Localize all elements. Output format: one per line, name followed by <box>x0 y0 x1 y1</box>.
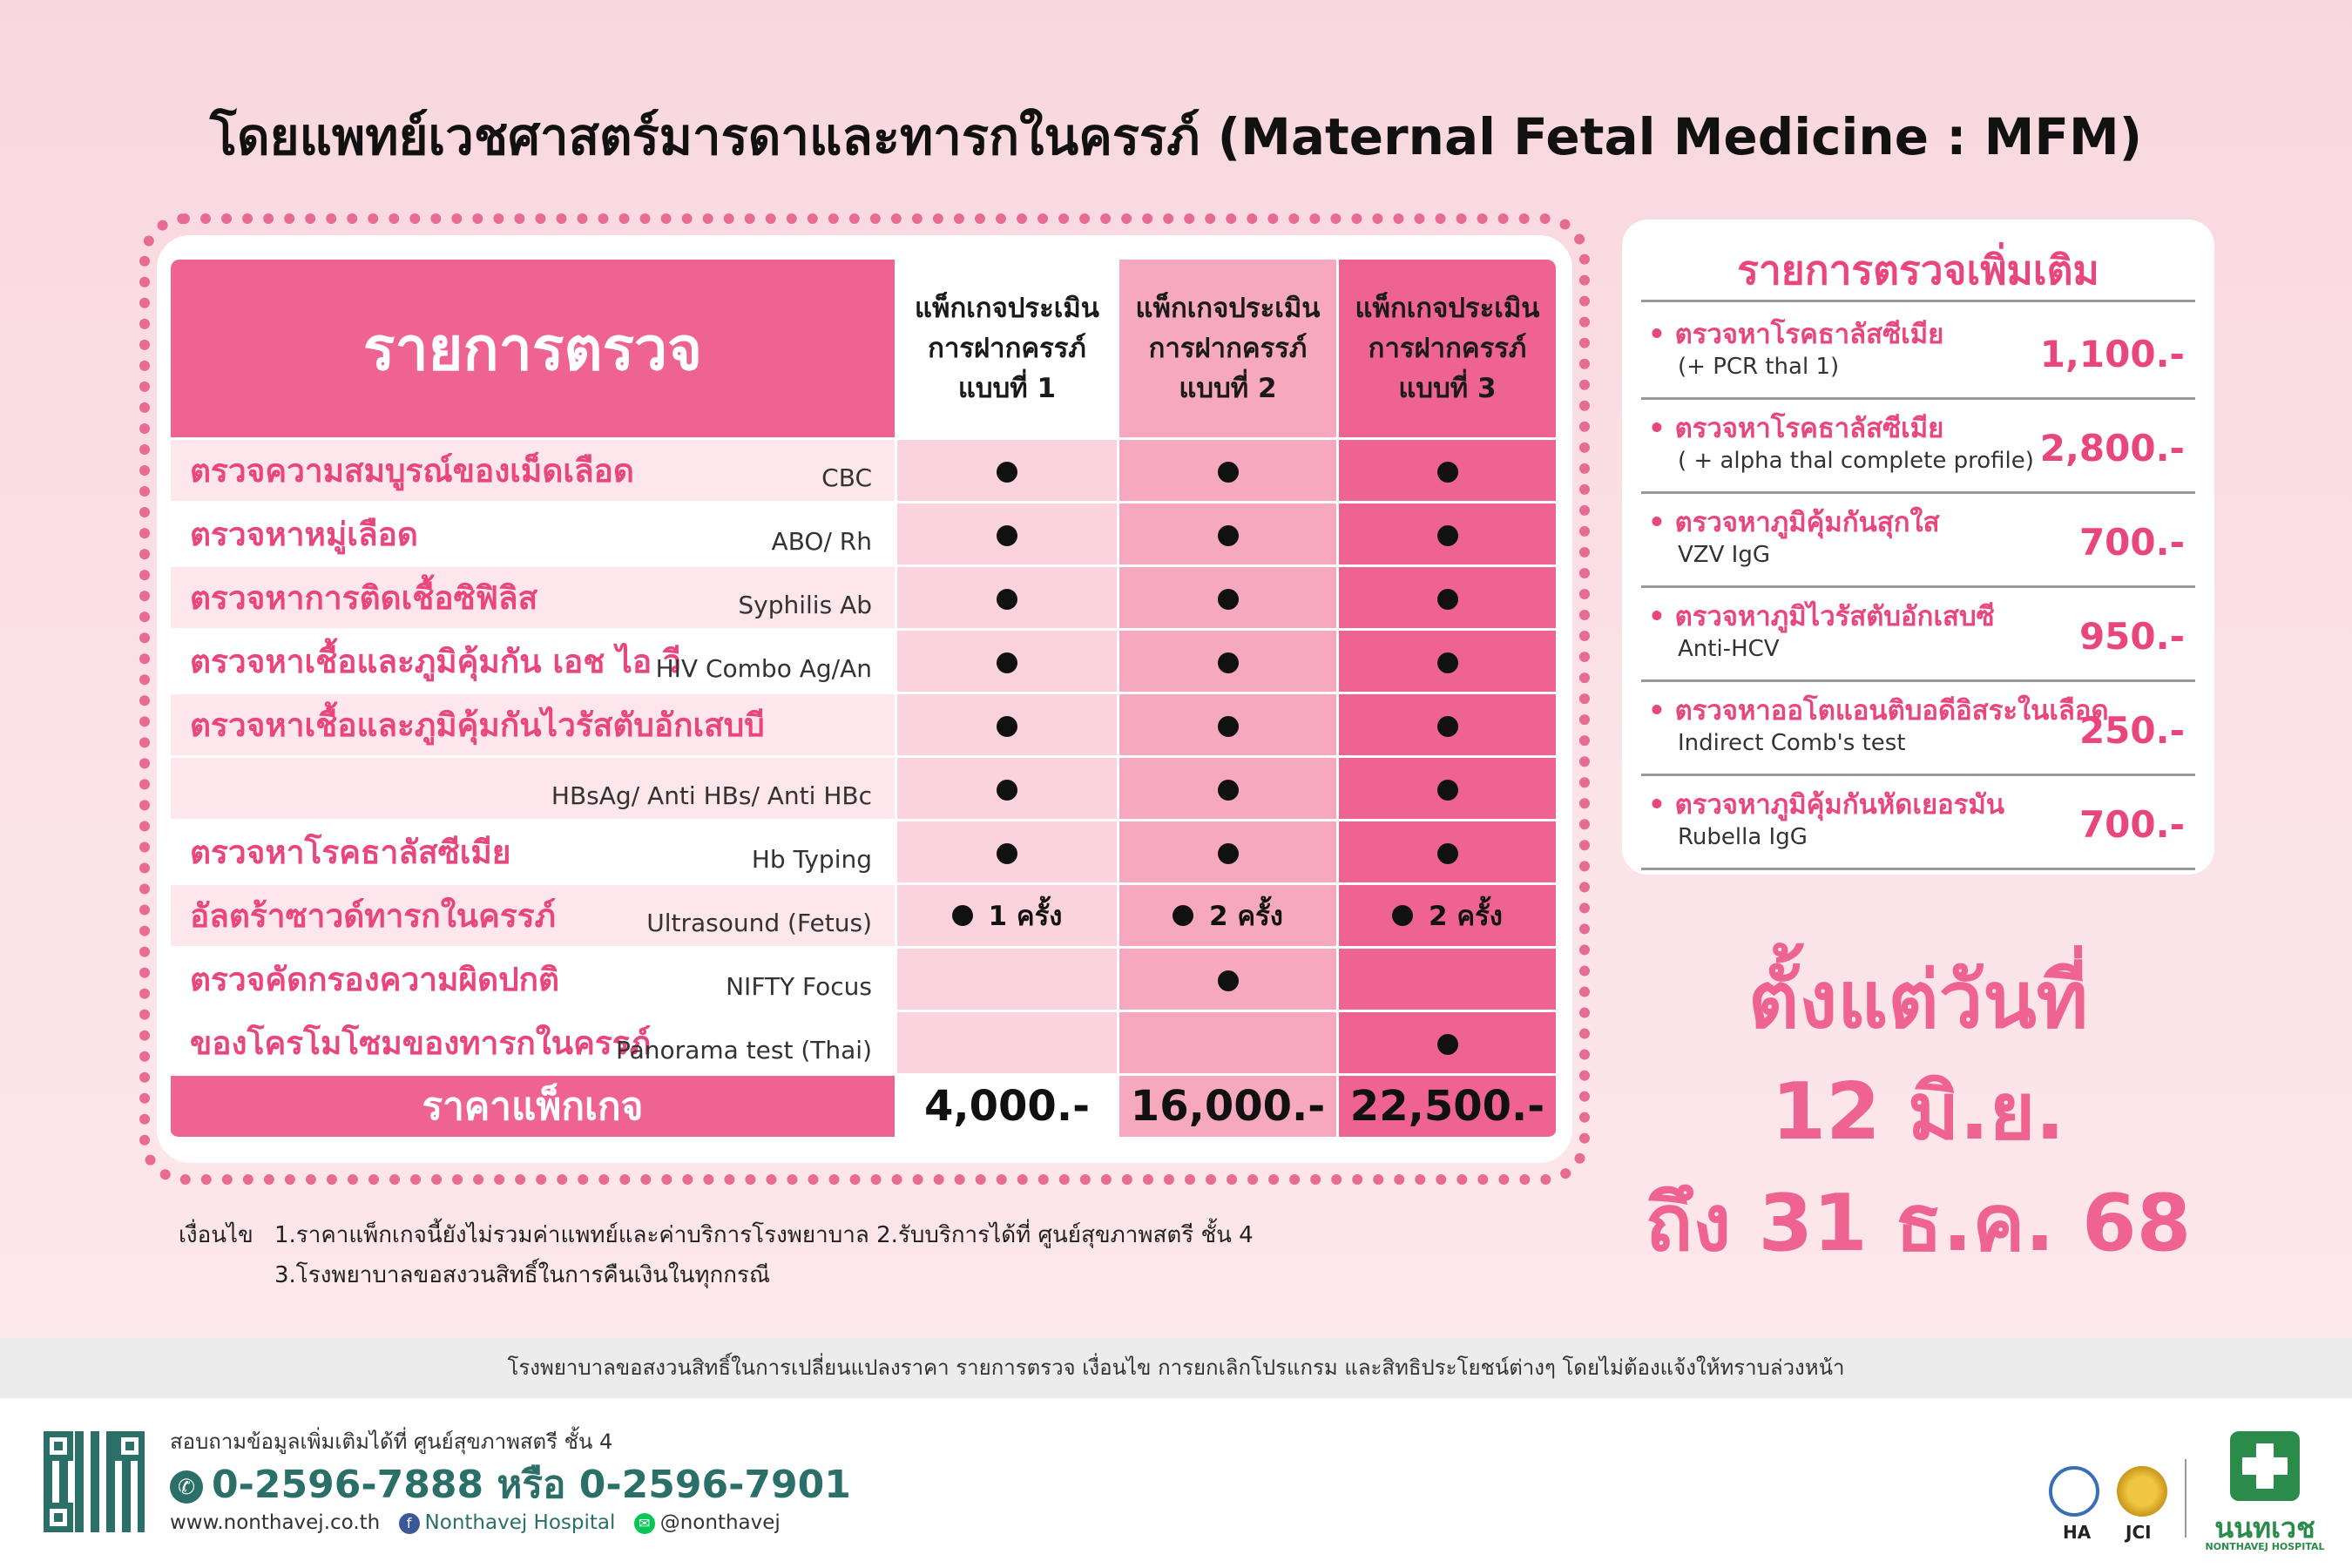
ultrasound-count: 2 ครั้ง <box>1209 901 1283 932</box>
included-dot-icon <box>997 843 1017 864</box>
extra-test-code: VZV IgG <box>1678 542 1770 568</box>
package-2-cell <box>1117 1012 1336 1076</box>
divider <box>1641 585 2195 588</box>
package-3-cell <box>1336 821 1556 885</box>
package-3-cell <box>1336 694 1556 758</box>
extra-test-code: Anti-HCV <box>1678 636 1780 662</box>
test-name-th: อัลตร้าซาวด์ทารกในครรภ์ <box>190 896 556 935</box>
table-row <box>171 821 1556 885</box>
package-1-price: 4,000.- <box>897 1076 1117 1139</box>
included-dot-icon <box>1437 462 1458 483</box>
package-1-cell <box>897 821 1117 885</box>
extra-tests-panel <box>1622 220 2214 875</box>
jci-label: JCI <box>2126 1522 2152 1543</box>
phone-numbers[interactable] <box>170 1454 851 1515</box>
included-dot-icon <box>1392 905 1413 926</box>
included-dot-icon <box>1437 780 1458 801</box>
line-icon: ✉ <box>634 1513 655 1534</box>
header-package-2 <box>1117 260 1336 440</box>
test-label <box>171 821 897 885</box>
package-3-cell <box>1336 885 1556 949</box>
test-label <box>171 631 897 694</box>
extra-test-code: (+ PCR thal 1) <box>1678 354 1840 380</box>
test-name-en: CBC <box>821 463 872 492</box>
test-label <box>171 949 897 1012</box>
ultrasound-count: 1 ครั้ง <box>988 901 1063 932</box>
extra-test-price: 250.- <box>2078 709 2185 752</box>
header-package-3-label: แพ็กเกจประเมิน การฝากครรภ์ แบบที่ 3 <box>1355 293 1540 404</box>
package-2-cell <box>1117 694 1336 758</box>
included-dot-icon <box>952 905 973 926</box>
price-row <box>171 1076 1556 1139</box>
phone-icon: ✆ <box>170 1470 203 1504</box>
conditions-line-2: 3.โรงพยาบาลขอสงวนสิทธิ์ในการคืนเงินในทุกกรณี <box>274 1262 771 1288</box>
divider <box>1641 397 2195 400</box>
line-link[interactable]: @nonthavej <box>659 1511 781 1534</box>
divider <box>1641 679 2195 682</box>
included-dot-icon <box>997 716 1017 737</box>
package-3-cell <box>1336 1012 1556 1076</box>
extra-test-code: Indirect Comb's test <box>1678 730 1906 756</box>
package-1-cell <box>897 631 1117 694</box>
hospital-name: นนทเวช <box>2214 1511 2315 1544</box>
extra-test-item <box>1641 495 2195 589</box>
promo-period-start: 12 มิ.ย. <box>1771 1066 2065 1158</box>
test-name-en: Panorama test (Thai) <box>616 1036 872 1064</box>
package-3-cell <box>1336 631 1556 694</box>
extra-test-item <box>1641 589 2195 683</box>
disclaimer: โรงพยาบาลขอสงวนสิทธิ์ในการเปลี่ยนแปลงราคา รายการตรวจ เงื่อนไข การยกเลิกโปรแกรม และสิทธิประโยชน์ต่างๆ โดยไม่ต้องแจ้งให้ทราบล่วงหน้า <box>0 1337 2352 1398</box>
test-name-th: ตรวจหาเชื้อและภูมิคุ้มกันไวรัสตับอักเสบบี <box>190 706 765 744</box>
package-1-cell <box>897 504 1117 567</box>
extra-test-item <box>1641 683 2195 777</box>
included-dot-icon <box>1218 652 1239 673</box>
jci-logo <box>2117 1466 2167 1517</box>
promo-period <box>1622 945 2214 1280</box>
extra-test-name: • ตรวจหาภูมิคุ้มกันหัดเยอรมัน <box>1648 789 2005 821</box>
test-name-th: ตรวจความสมบูรณ์ของเม็ดเลือด <box>190 451 634 490</box>
package-3-cell <box>1336 504 1556 567</box>
table-row <box>171 1012 1556 1076</box>
included-dot-icon <box>1437 716 1458 737</box>
website-link[interactable]: www.nonthavej.co.th <box>170 1511 381 1534</box>
included-dot-icon <box>1218 843 1239 864</box>
package-1-cell <box>897 1012 1117 1076</box>
test-label <box>171 694 897 758</box>
hospital-logo <box>2204 1431 2326 1553</box>
extra-test-item <box>1641 777 2195 871</box>
extra-test-price: 700.- <box>2078 803 2185 846</box>
extra-test-name: • ตรวจหาโรคธาลัสซีเมีย <box>1648 413 1944 444</box>
package-3-cell <box>1336 758 1556 821</box>
divider <box>1641 300 2195 302</box>
test-name-th: ของโครโมโซมของทารกในครรภ์ <box>190 1024 651 1062</box>
test-name-en: Ultrasound (Fetus) <box>646 909 872 937</box>
test-label <box>171 504 897 567</box>
package-1-cell <box>897 885 1117 949</box>
package-1-cell <box>897 758 1117 821</box>
included-dot-icon <box>997 589 1017 610</box>
extra-test-price: 2,800.- <box>2039 427 2185 470</box>
included-dot-icon <box>1437 589 1458 610</box>
extra-tests-title: รายการตรวจเพิ่มเติม <box>1737 247 2099 294</box>
phone-text: 0-2596-7888 หรือ 0-2596-7901 <box>212 1463 851 1507</box>
promo-period-from-label: ตั้งแต่วันที่ <box>1747 955 2089 1046</box>
hospital-name-en: NONTHAVEJ HOSPITAL <box>2205 1541 2325 1552</box>
package-3-cell <box>1336 949 1556 1012</box>
facebook-icon: f <box>399 1513 420 1534</box>
package-3-cell <box>1336 440 1556 504</box>
divider <box>1641 868 2195 870</box>
included-dot-icon <box>1218 525 1239 546</box>
package-1-cell <box>897 440 1117 504</box>
extra-test-price: 950.- <box>2078 615 2185 658</box>
package-2-cell <box>1117 567 1336 631</box>
extra-test-price: 1,100.- <box>2039 333 2185 375</box>
included-dot-icon <box>1218 970 1239 991</box>
test-name-en: NIFTY Focus <box>726 972 872 1001</box>
extra-test-item <box>1641 401 2195 495</box>
ha-logo <box>2049 1466 2099 1517</box>
test-name-th: ตรวจหาโรคธาลัสซีเมีย <box>190 833 511 871</box>
price-label: ราคาแพ็กเกจ <box>171 1076 897 1139</box>
extra-test-code: Rubella IgG <box>1678 824 1808 850</box>
package-2-cell <box>1117 821 1336 885</box>
included-dot-icon <box>1218 716 1239 737</box>
table-row <box>171 885 1556 949</box>
table-row <box>171 949 1556 1012</box>
package-1-cell <box>897 567 1117 631</box>
package-1-cell <box>897 694 1117 758</box>
test-name-en: ABO/ Rh <box>771 527 872 556</box>
footer <box>0 1398 2352 1568</box>
extra-test-name: • ตรวจหาภูมิคุ้มกันสุกใส <box>1648 507 1940 538</box>
test-label <box>171 885 897 949</box>
conditions <box>179 1215 1254 1295</box>
page-title: โดยแพทย์เวชศาสตร์มารดาและทารกในครรภ์ (Maternal Fetal Medicine : MFM) <box>209 107 2143 166</box>
conditions-label: เงื่อนไข <box>179 1222 253 1248</box>
included-dot-icon <box>1437 843 1458 864</box>
package-3-cell <box>1336 567 1556 631</box>
included-dot-icon <box>997 652 1017 673</box>
extra-test-price: 700.- <box>2078 521 2185 564</box>
header-main: รายการตรวจ <box>171 260 897 440</box>
divider <box>2185 1459 2186 1538</box>
divider <box>1641 774 2195 776</box>
test-name-th: ตรวจหาการติดเชื้อซิฟิลิส <box>190 578 538 617</box>
table-row <box>171 567 1556 631</box>
header-package-3 <box>1336 260 1556 440</box>
header-package-1 <box>897 260 1117 440</box>
test-label <box>171 758 897 821</box>
extra-test-name: • ตรวจหาออโตแอนติบอดีอิสระในเลือด <box>1648 695 2109 727</box>
included-dot-icon <box>1437 652 1458 673</box>
included-dot-icon <box>997 525 1017 546</box>
test-label <box>171 1012 897 1076</box>
test-label <box>171 567 897 631</box>
included-dot-icon <box>1173 905 1193 926</box>
extra-test-code: ( + alpha thal complete profile) <box>1678 448 2034 474</box>
conditions-line-1: 1.ราคาแพ็กเกจนี้ยังไม่รวมค่าแพทย์และค่าบริการโรงพยาบาล 2.รับบริการได้ที่ ศูนย์สุขภาพสตรี ชั้น 4 <box>274 1222 1254 1248</box>
test-name-en: HBsAg/ Anti HBs/ Anti HBc <box>551 781 872 810</box>
table-row <box>171 631 1556 694</box>
table-row <box>171 504 1556 567</box>
test-name-en: HIV Combo Ag/An <box>655 654 872 683</box>
extra-test-name: • ตรวจหาโรคธาลัสซีเมีย <box>1648 319 1944 350</box>
contact-info: สอบถามข้อมูลเพิ่มเติมได้ที่ ศูนย์สุขภาพสตรี ชั้น 4 <box>170 1429 613 1454</box>
package-2-cell <box>1117 949 1336 1012</box>
header-package-1-label: แพ็กเกจประเมิน การฝากครรภ์ แบบที่ 1 <box>915 293 1099 404</box>
ha-label: HA <box>2063 1522 2092 1543</box>
header-package-2-label: แพ็กเกจประเมิน การฝากครรภ์ แบบที่ 2 <box>1135 293 1321 404</box>
extra-test-item <box>1641 307 2195 401</box>
package-2-cell <box>1117 504 1336 567</box>
test-name-en: Syphilis Ab <box>738 591 872 619</box>
included-dot-icon <box>1218 780 1239 801</box>
facebook-link[interactable]: Nonthavej Hospital <box>424 1511 616 1534</box>
package-2-cell <box>1117 631 1336 694</box>
package-2-cell <box>1117 758 1336 821</box>
table-row <box>171 694 1556 758</box>
included-dot-icon <box>1437 525 1458 546</box>
included-dot-icon <box>1218 462 1239 483</box>
social-links <box>170 1511 781 1534</box>
included-dot-icon <box>997 780 1017 801</box>
test-name-th: ตรวจหาเชื้อและภูมิคุ้มกัน เอช ไอ วี <box>190 642 681 680</box>
divider <box>1641 491 2195 494</box>
test-label <box>171 440 897 504</box>
test-name-th: ตรวจคัดกรองความผิดปกติ <box>190 960 560 998</box>
included-dot-icon <box>997 462 1017 483</box>
package-2-cell <box>1117 885 1336 949</box>
extra-test-name: • ตรวจหาภูมิไวรัสตับอักเสบซี <box>1648 601 1995 632</box>
included-dot-icon <box>1437 1034 1458 1055</box>
package-table <box>171 260 1556 1139</box>
package-2-price: 16,000.- <box>1117 1076 1336 1139</box>
table-row <box>171 758 1556 821</box>
included-dot-icon <box>1218 589 1239 610</box>
cross-icon <box>2230 1431 2300 1501</box>
package-1-cell <box>897 949 1117 1012</box>
test-name-th: ตรวจหาหมู่เลือด <box>190 515 418 553</box>
package-2-cell <box>1117 440 1336 504</box>
package-3-price: 22,500.- <box>1336 1076 1556 1139</box>
qr-code[interactable] <box>44 1431 145 1532</box>
table-row <box>171 440 1556 504</box>
promo-period-end: ถึง 31 ธ.ค. 68 <box>1645 1178 2192 1269</box>
test-name-en: Hb Typing <box>751 845 872 874</box>
ultrasound-count: 2 ครั้ง <box>1429 901 1503 932</box>
